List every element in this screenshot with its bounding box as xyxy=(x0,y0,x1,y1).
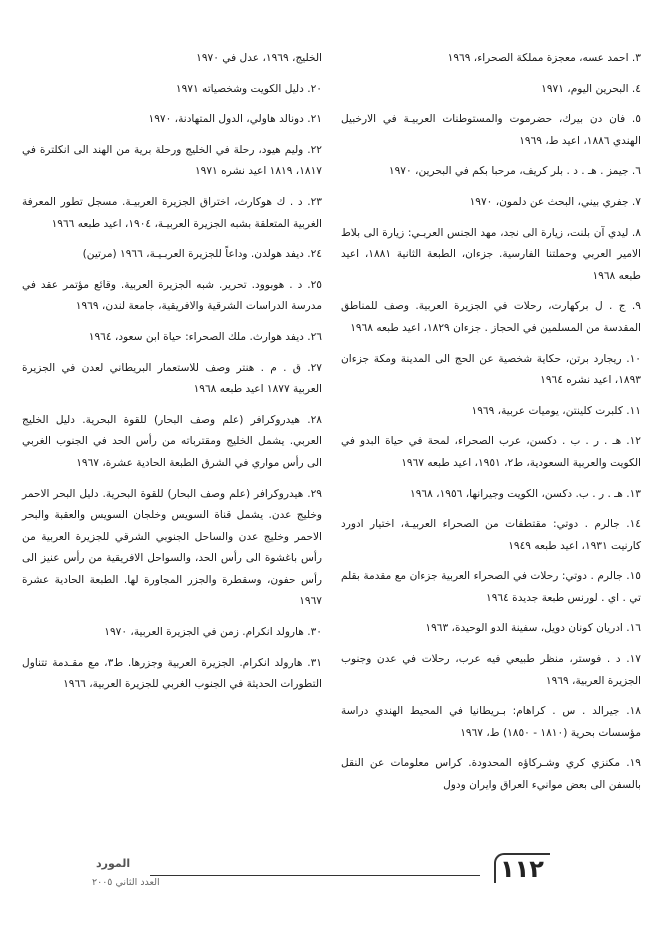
reference-entry: ١٢. هـ . ر . ب . دكسن، عرب الصحراء، لمحة في حياة البدو في الكويت والعربية السعودية، ط٢، ١٩٥١، اعيد طبعه ١٩٦٧ xyxy=(341,435,641,469)
issue-line: العدد الثاني ٢٠٠٥ xyxy=(92,877,160,888)
reference-entry: ٢٥. د . هوبوود. تحرير. شبه الجزيرة العربية. وقائع مؤتمر عقد في مدرسة الدراسات الشرقية والافريقية، جامعة لندن، ١٩٦٩ xyxy=(22,278,322,313)
reference-entry: ٣١. هارولد انكرام. الجزيرة العربية وجزرها. ط٣، مع مقـدمة تتناول التطورات الحديثة في الجنوب الغربي للجزيرة العربية، ١٩٦٦ xyxy=(22,656,322,691)
reference-entry-continued: الخليج، ١٩٦٩، عدل في ١٩٧٠ xyxy=(196,52,322,64)
reference-entry: ٧. جفري بيني، البحث عن دلمون، ١٩٧٠ xyxy=(469,195,641,208)
reference-entry: ٢٣. د . ك هوكارث، اختراق الجزيرة العربيـة. مسجل تطور المعرفة الغربية المتعلقة بشبه الجزيرة العربيـة، ١٩٠٤، اعيد طبعه ١٩٦٦ xyxy=(22,195,322,230)
left-column xyxy=(22,48,322,700)
footer-rule xyxy=(150,875,480,876)
page-footer xyxy=(0,845,661,935)
reference-entry: ٢٩. هيدروكرافر (علم وصف البحار) للقوة البحرية. دليل البحر الاحمر وخليج عدن. يشمل قناة السويس وخلجان السويس والعقبة والبحر الاحمر وخليج عدن والساحل الجنوبي الشرقي للجزيرة العربية من رأس باغشوة الى رأس الحد، والسواحل الافريقية من رأس عنيز الى رأس حفون، وسقطرة والجزر المجاورة لها. الطبعة الحادية عشرة ١٩٦٧ xyxy=(22,487,322,608)
page-number: ١١٢ xyxy=(494,853,550,883)
reference-entry: ٥. فان دن بيرك، حضرموت والمستوطنات العربيـة في الارخبيل الهندي ١٨٨٦، اعيد ط، ١٩٦٩ xyxy=(341,113,641,147)
reference-entry: ١٨. جيرالد . س . كراهام: بـريطانيا في المحيط الهندي دراسة مؤسسات بحرية (١٨١٠ - ١٨٥٠) ط، ١٩٦٧ xyxy=(341,705,641,739)
reference-entry: ١٩. مكنزي كري وشـركاؤه المحدودة. كراس معلومات عن النقل بالسفن الى بعض موانيء العراق وايران ودول xyxy=(341,757,641,792)
reference-entry: ١٥. جالرم . دوتي: رحلات في الصحراء العربية جزءان مع مقدمة بقلم تي . اي . لورنس طبعة جديدة ١٩٦٤ xyxy=(341,570,641,604)
right-column xyxy=(341,48,641,801)
reference-entry: ٢٦. ديفد هوارث. ملك الصحراء: حياة ابن سعود، ١٩٦٤ xyxy=(88,330,322,343)
reference-entry: ١٣. هـ . ر . ب. دكسن، الكويت وجيرانها، ١٩٥٦، ١٩٦٨ xyxy=(410,487,641,500)
reference-entry: ٨. ليدي آن بلنت، زيارة الى نجد، مهد الجنس العربـي: زيارة الى بلاط الامير العربي وحملتنا الفارسية. جزءان، الطبعة الثانية ١٨٨١، اعيد طبعه ١٩٦٨ xyxy=(341,226,641,282)
reference-entry: ٩. ج . ل بركهارت، رحلات في الجزيرة العربية. وصف للمناطق المقدسة من المسلمين في الحجاز . جزءان ١٨٢٩، اعيد طبعه ١٩٦٨ xyxy=(341,300,641,334)
reference-entry: ٢٧. ق . م . هنتر وصف للاستعمار البريطاني لعدن في الجزيرة العربية ١٨٧٧ اعيد طبعه ١٩٦٨ xyxy=(22,361,322,396)
reference-entry: ١٦. ادريان كونان دويل، سفينة الدو الوحيدة، ١٩٦٣ xyxy=(425,622,641,635)
reference-entry: ٢٠. دليل الكويت وشخصياته ١٩٧١ xyxy=(175,82,322,95)
reference-entry: ٣٠. هارولد انكرام. زمن في الجزيرة العربية، ١٩٧٠ xyxy=(104,626,322,639)
reference-entry: ١٧. د . فوستر، منظر طبيعي فيه عرب، رحلات في عدن وجنوب الجزيرة العربية، ١٩٦٩ xyxy=(341,653,641,687)
reference-entry: ١١. كلبرت كلينتن، يوميات عربية، ١٩٦٩ xyxy=(471,404,641,417)
reference-entry: ٢٢. وليم هيود، رحلة في الخليج ورحلة برية من الهند الى انكلترة في ١٨١٧، ١٨١٩ اعيد نشره ١٩٧١ xyxy=(22,143,322,178)
reference-entry: ٢٨. هيدروكرافر (علم وصف البحار) للقوة البحرية. دليل الخليج العربي. يشمل الخليج ومقترباته من رأس الحد في الجنوب الغربي الى رأس مواري في الشرق الطبعة الحادية عشرة، ١٩٦٧ xyxy=(22,413,322,469)
reference-entry: ١٠. ريجارد برتن، حكاية شخصية عن الحج الى المدينة ومكة جزءان ١٨٩٣، اعيد نشره ١٩٦٤ xyxy=(341,352,641,387)
reference-entry: ٢٤. ديفد هولدن. وداعاً للجزيرة العربـيـة، ١٩٦٦ (مرتين) xyxy=(82,248,322,261)
reference-entry: ٣. احمد عسه، معجزة مملكة الصحراء، ١٩٦٩ xyxy=(447,52,641,64)
journal-name: المورد xyxy=(96,857,131,870)
reference-entry: ٤. البحرين اليوم، ١٩٧١ xyxy=(541,82,641,95)
reference-entry: ٢١. دونالد هاولي، الدول المتهادنة، ١٩٧٠ xyxy=(148,113,322,126)
reference-entry: ١٤. جالرم . دوتي: مقتطفات من الصحراء العربيـة، اختيار ادورد كارنيت ١٩٣١، اعيد طبعه ١٩٤٩ xyxy=(341,518,641,552)
reference-entry: ٦. جيمز . هـ . د . بلر كريف، مرحبا بكم في البحرين، ١٩٧٠ xyxy=(388,165,641,178)
